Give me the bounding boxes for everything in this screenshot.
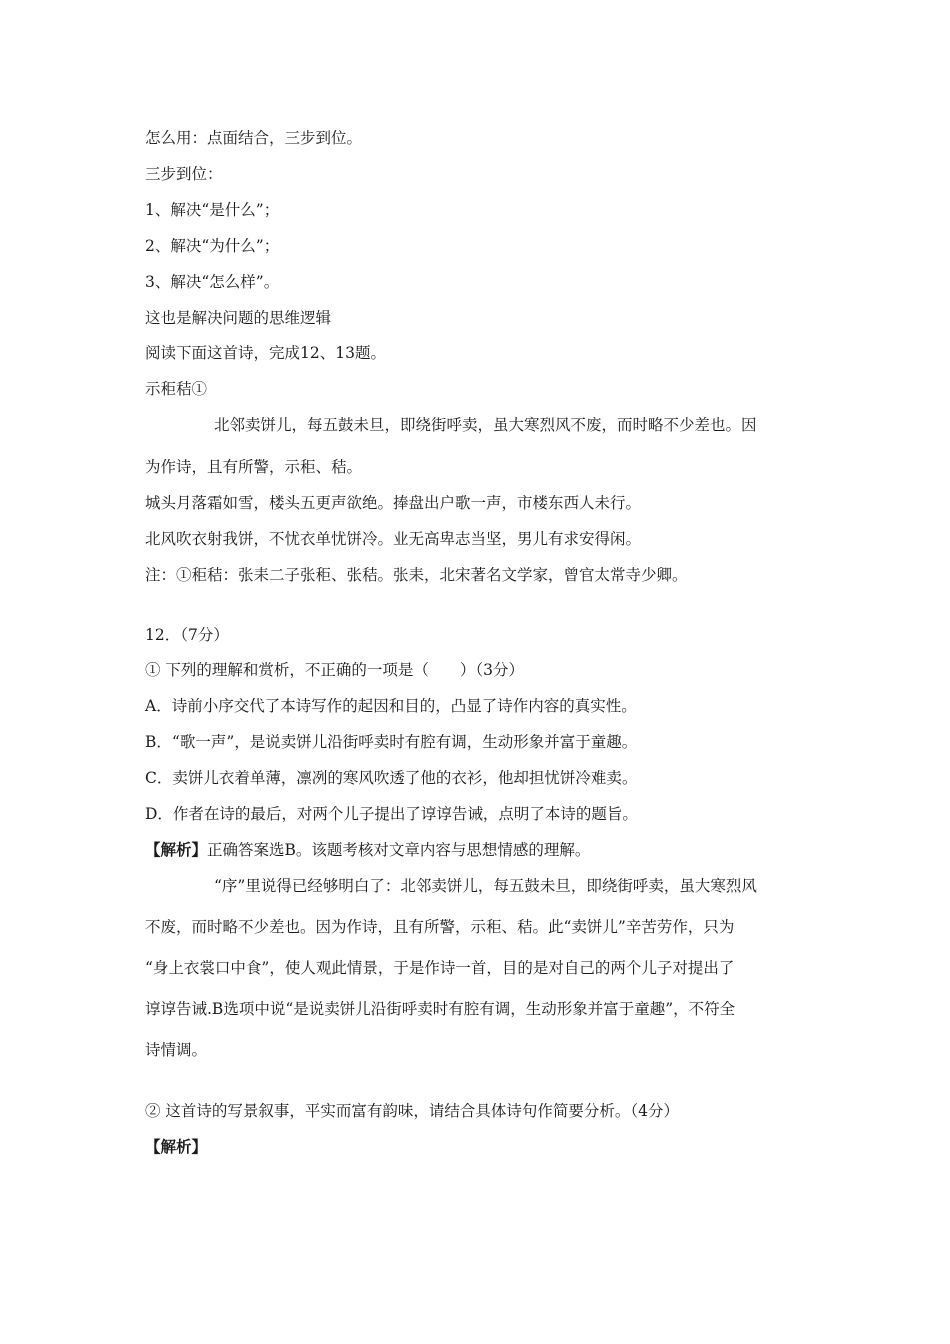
question-12-header: 12．（7分）	[145, 626, 229, 644]
poem-note: 注：①秬秸：张耒二子张秬、张秸。张耒，北宋著名文学家，曾官太常寺少卿。	[145, 566, 688, 584]
text-line-three-steps: 三步到位：	[145, 165, 223, 183]
poem-line-2: 北风吹衣射我饼，不忧衣单忧饼冷。业无高卑志当坚，男儿有求安得闲。	[145, 530, 642, 548]
analysis-label-2: 【解析】	[145, 1137, 208, 1156]
option-d: D．作者在诗的最后，对两个儿子提出了谆谆告诫，点明了本诗的题旨。	[145, 805, 638, 823]
text-line-logic: 这也是解决问题的思维逻辑	[145, 309, 332, 327]
explanation-line-3: “身上衣裳口中食”，使人观此情景，于是作诗一首，目的是对自己的两个儿子对提出了	[145, 959, 735, 977]
text-line-step-3: 3、解决“怎么样”。	[145, 273, 280, 291]
text-line-step-1: 1、解决“是什么”；	[145, 201, 280, 219]
poem-preface-line-2: 为作诗，且有所警，示秬、秸。	[145, 458, 363, 476]
option-c: C．卖饼儿衣着单薄，凛冽的寒风吹透了他的衣衫，他却担忧饼冷难卖。	[145, 769, 638, 787]
option-b: B．“歌一声”，是说卖饼儿沿街呼卖时有腔有调，生动形象并富于童趣。	[145, 733, 638, 751]
explanation-line-4: 谆谆告诫.B选项中说“是说卖饼儿沿街呼卖时有腔有调，生动形象并富于童趣”，不符全	[145, 1000, 736, 1018]
text-line-usage: 怎么用：点面结合，三步到位。	[145, 129, 363, 147]
reading-instruction: 阅读下面这首诗，完成12、13题。	[145, 344, 386, 362]
text-line-step-2: 2、解决“为什么”；	[145, 237, 280, 255]
analysis-line	[145, 840, 810, 860]
poem-line-1: 城头月落霜如雪，楼头五更声欲绝。捧盘出户歌一声，市楼东西人未行。	[145, 494, 642, 512]
explanation-line-1: “序”里说得已经够明白了：北邻卖饼儿，每五鼓未旦，即绕街呼卖，虽大寒烈风	[214, 877, 757, 895]
analysis-text: 正确答案选B。该题考核对文章内容与思想情感的理解。	[207, 841, 591, 859]
explanation-line-2: 不废，而时略不少差也。因为作诗，且有所警，示秬、秸。此“卖饼儿”辛苦劳作，只为	[145, 918, 735, 936]
question-12-part-1: ① 下列的理解和赏析，不正确的一项是（ ）（3分）	[145, 661, 525, 679]
question-12-part-2: ② 这首诗的写景叙事，平实而富有韵味，请结合具体诗句作简要分析。（4分）	[145, 1102, 680, 1120]
explanation-line-5: 诗情调。	[145, 1041, 208, 1059]
analysis-label: 【解析】	[145, 840, 208, 859]
option-a: A．诗前小序交代了本诗写作的起因和目的，凸显了诗作内容的真实性。	[145, 697, 637, 715]
poem-preface-line-1: 北邻卖饼儿，每五鼓未旦，即绕街呼卖，虽大寒烈风不废，而时略不少差也。因	[214, 416, 757, 434]
poem-title: 示秬秸①	[145, 380, 208, 398]
